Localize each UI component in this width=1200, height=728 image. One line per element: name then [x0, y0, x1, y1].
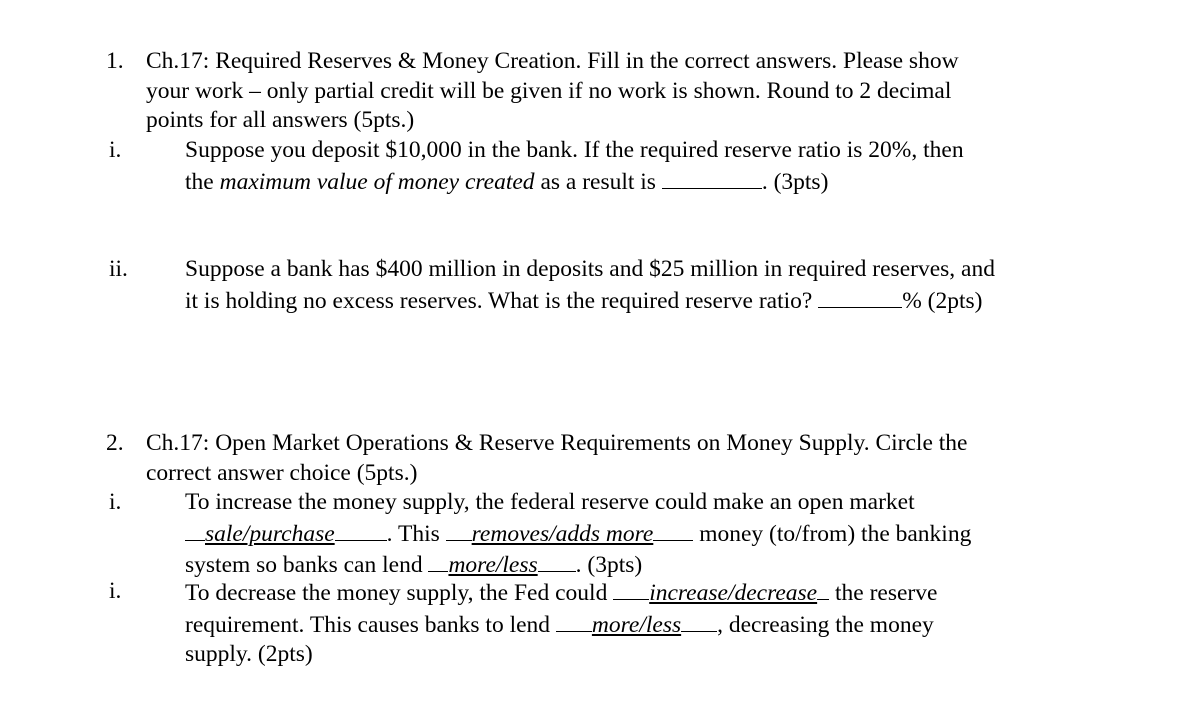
question-1b-label: ii. — [109, 256, 128, 282]
question-2b-line-3: supply. (2pts) — [185, 641, 313, 667]
question-1-prompt — [146, 47, 959, 136]
question-1b-line-2: it is holding no excess reserves. What is the required reserve ratio? % (2pts) — [185, 285, 995, 317]
question-2a-text — [185, 488, 971, 581]
question-2-line-1: Ch.17: Open Market Operations & Reserve Requirements on Money Supply. Circle the — [146, 430, 968, 456]
question-2-number: 2. — [106, 430, 124, 456]
choice-sale-purchase[interactable]: sale/purchase — [205, 520, 335, 547]
question-2a-line-3: system so banks can lend more/less . (3pts) — [185, 549, 971, 581]
question-1-number: 1. — [106, 48, 124, 74]
question-2-prompt — [146, 429, 967, 488]
question-1-line-1: Ch.17: Required Reserves & Money Creation. Fill in the correct answers. Please show — [146, 48, 959, 74]
choice-more-less[interactable]: more/less — [448, 552, 538, 578]
question-1-line-2: your work – only partial credit will be given if no work is shown. Round to 2 decimal — [146, 77, 952, 104]
question-2a-line-2: sale/purchase . This removes/adds more money (to/from) the banking — [185, 518, 971, 550]
question-2b-line-1: To decrease the money supply, the Fed could increase/decrease the reserve — [185, 577, 937, 609]
question-1a-label: i. — [109, 137, 122, 163]
question-2b-text — [185, 577, 937, 670]
question-2-line-2: correct answer choice (5pts.) — [146, 459, 418, 486]
question-1-line-3: points for all answers (5pts.) — [146, 107, 415, 133]
answer-blank-money-created[interactable] — [662, 166, 762, 189]
question-1a-text — [185, 136, 964, 197]
question-2b-line-2: requirement. This causes banks to lend more/less , decreasing the money — [185, 609, 937, 641]
question-2a-line-1: To increase the money supply, the federal reserve could make an open market — [185, 489, 915, 515]
emphasis-text: maximum value of money created — [219, 168, 535, 195]
question-1a-line-2: the maximum value of money created as a result is . (3pts) — [185, 166, 964, 198]
choice-increase-decrease[interactable]: increase/decrease — [649, 580, 818, 606]
question-1b-line-1: Suppose a bank has $400 million in deposits and $25 million in required reserves, and — [185, 256, 995, 282]
choice-removes-adds-more[interactable]: removes/adds more — [471, 520, 654, 547]
choice-more-less-2[interactable]: more/less — [591, 611, 682, 638]
question-2b-label: i. — [109, 578, 122, 604]
question-2a-label: i. — [109, 489, 122, 515]
question-1a-line-1: Suppose you deposit $10,000 in the bank. If the required reserve ratio is 20%, then — [185, 137, 964, 163]
question-1b-text — [185, 255, 995, 316]
answer-blank-reserve-ratio[interactable] — [818, 285, 902, 308]
